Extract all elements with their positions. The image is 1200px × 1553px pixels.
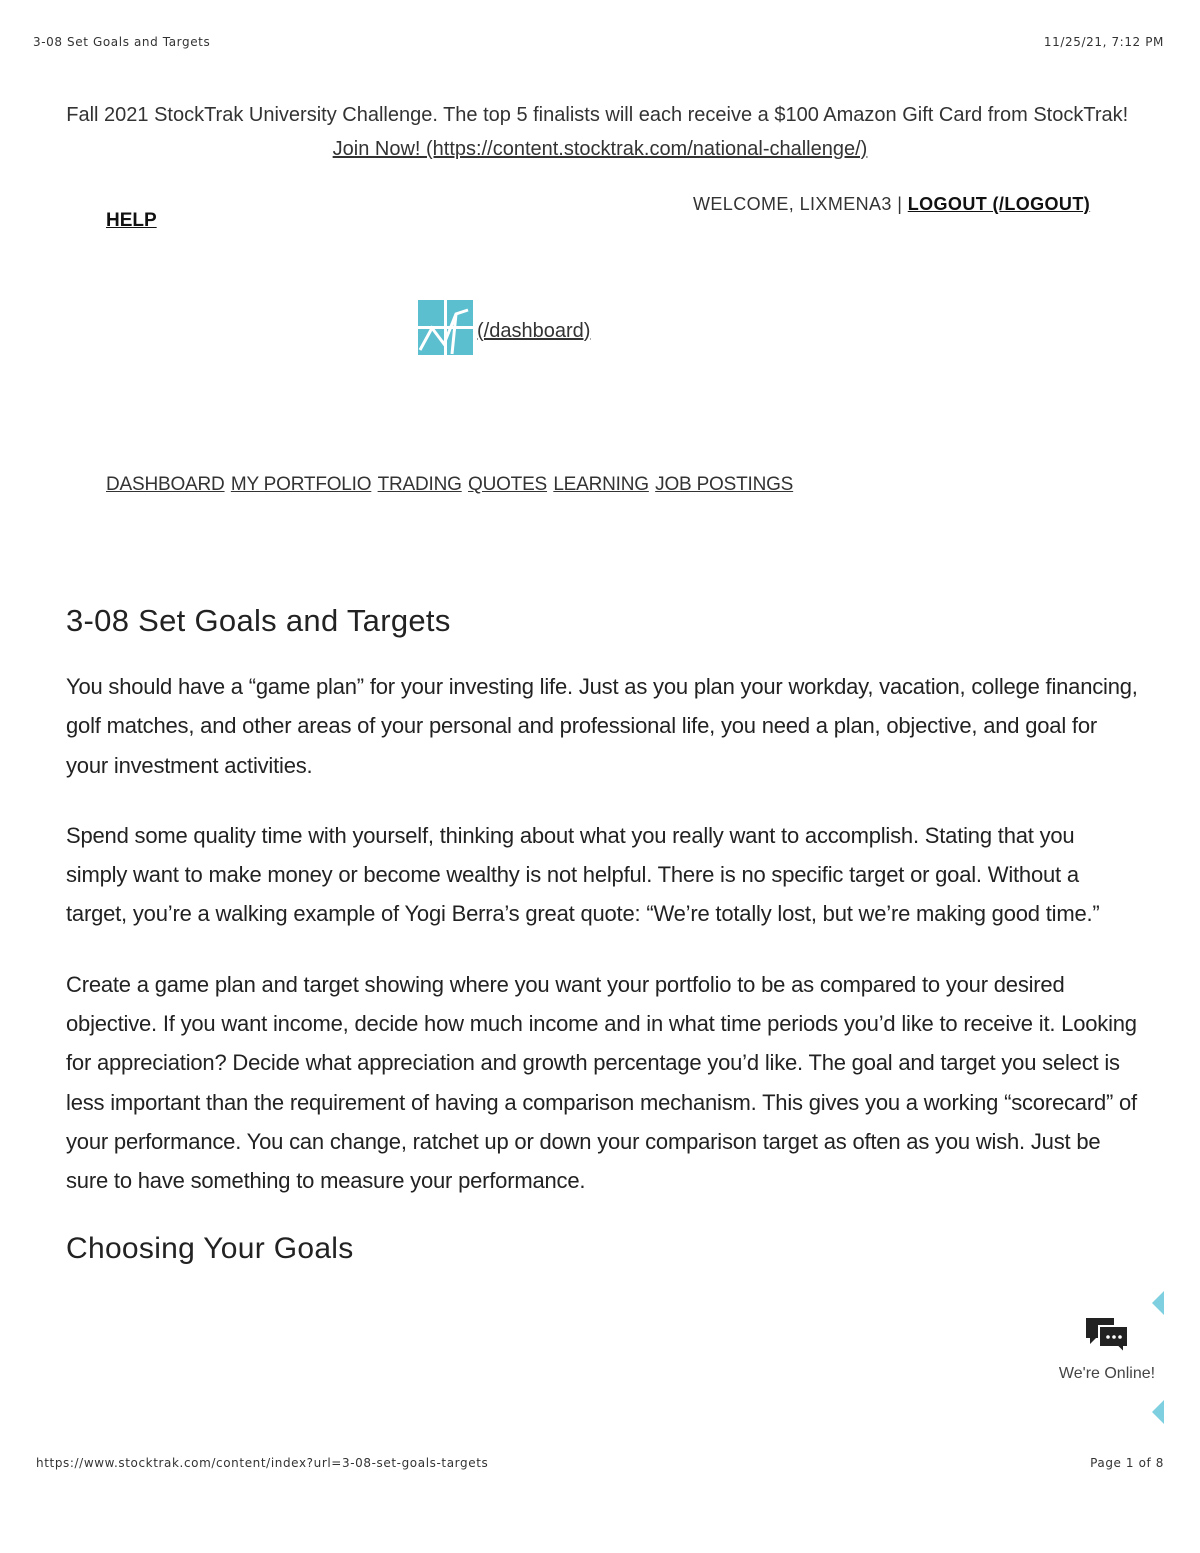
- chat-status-label: We're Online!: [1058, 1365, 1156, 1382]
- help-link[interactable]: HELP: [106, 210, 157, 231]
- stocktrak-logo-icon: [418, 300, 473, 360]
- scroll-left-arrow-icon[interactable]: [1150, 1400, 1166, 1429]
- print-footer-page: Page 1 of 8: [1090, 1456, 1164, 1470]
- welcome-text: WELCOME, LIXMENA3 |: [693, 194, 903, 214]
- chat-widget[interactable]: [1052, 1316, 1162, 1383]
- nav-learning[interactable]: LEARNING: [553, 474, 649, 495]
- dashboard-link-text: (/dashboard): [477, 319, 591, 342]
- article-paragraph: Spend some quality time with yourself, thinking about what you really want to accomplish. Stating that you simply want to make money or become wealthy is not helpful. There is no specific target or goal. Without a target, you’re a walking example of Yogi Berra’s great quote: “We’re totally lost, but we’re making good time.”: [66, 822, 1100, 927]
- dashboard-logo-link[interactable]: [418, 300, 590, 360]
- chat-bubbles-icon: [1084, 1341, 1130, 1358]
- print-header-title: 3-08 Set Goals and Targets: [33, 35, 211, 49]
- promo-banner: [60, 98, 1140, 166]
- join-now-link[interactable]: Join Now! (https://content.stocktrak.com/national-challenge/): [332, 138, 868, 160]
- promo-banner-text: Fall 2021 StockTrak University Challenge. The top 5 finalists will each receive a $100 Amazon Gift Card from StockTrak!: [66, 104, 1129, 126]
- print-footer: [36, 1456, 1164, 1470]
- nav-quotes[interactable]: QUOTES: [468, 474, 548, 495]
- nav-trading[interactable]: TRADING: [377, 474, 462, 495]
- nav-job-postings[interactable]: JOB POSTINGS: [655, 474, 794, 495]
- article: [66, 603, 1140, 1266]
- print-footer-url: https://www.stocktrak.com/content/index?url=3-08-set-goals-targets: [36, 1456, 489, 1470]
- account-bar: [693, 194, 1090, 215]
- nav-dashboard[interactable]: DASHBOARD: [106, 474, 225, 495]
- article-paragraph: Create a game plan and target showing where you want your portfolio to be as compared to your desired objective. If you want income, decide how much income and in what time periods you’d like to receive it. Looking for appreciation? Decide what appreciation and growth percentage you’d like. The goal and target you select is less important than the requirement of having a comparison mechanism. This gives you a working “scorecard” of your performance. You can change, ratchet up or down your comparison target as often as you wish. Just be sure to have something to measure your performance.: [66, 971, 1137, 1194]
- logout-link[interactable]: LOGOUT (/LOGOUT): [907, 194, 1091, 214]
- scroll-left-arrow-icon[interactable]: [1150, 1291, 1166, 1320]
- print-header: [33, 35, 1164, 49]
- nav-my-portfolio[interactable]: MY PORTFOLIO: [230, 474, 372, 495]
- article-paragraph: You should have a “game plan” for your investing life. Just as you plan your workday, vacation, college financing, golf matches, and other areas of your personal and professional life, you need a plan, objective, and goal for your investment activities.: [66, 674, 1138, 778]
- section-heading: Choosing Your Goals: [66, 1231, 354, 1265]
- main-nav: [106, 474, 794, 496]
- page-title: 3-08 Set Goals and Targets: [66, 603, 451, 638]
- print-header-datetime: 11/25/21, 7:12 PM: [1043, 35, 1164, 49]
